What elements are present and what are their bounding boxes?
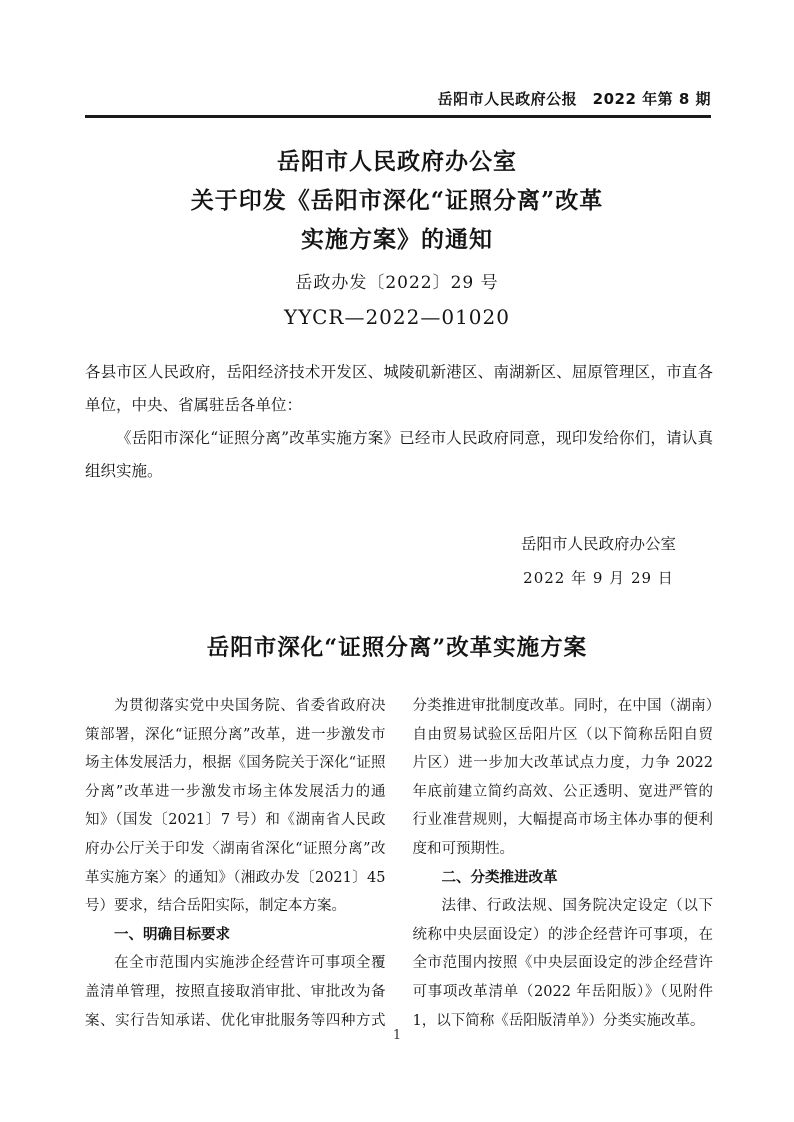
- gazette-running-head: 岳阳市人民政府公报 2022 年第 8 期: [85, 88, 711, 118]
- signature-block: [521, 527, 676, 595]
- notice-paragraph: 《岳阳市深化“证照分离”改革实施方案》已经市人民政府同意，现印发给你们，请认真组织实施。: [85, 429, 713, 480]
- plan-intro-paragraph: 为贯彻落实党中央国务院、省委省政府决策部署，深化“证照分离”改革，进一步激发市场主体发展活力，根据《国务院关于深化“证照分离”改革进一步激发市场主体发展活力的通知》（国发〔2021〕7 号）和《湖南省人民政府办公厅关于印发〈湖南省深化“证照分离”改革实施方案〉的通知》（湘政办发〔2021〕45 号）要求，结合岳阳实际，制定本方案。: [85, 698, 386, 915]
- page-number: 1: [392, 1028, 402, 1043]
- issuer-name: 岳阳市人民政府办公室: [520, 535, 676, 553]
- document-title: [0, 142, 794, 259]
- plan-title: 岳阳市深化“证照分离”改革实施方案: [206, 635, 588, 661]
- document-title-line-2: 关于印发《岳阳市深化“证照分离”改革: [190, 187, 604, 214]
- plan-section-1-paragraph: 在全市范围内实施涉企经营许可事项全覆盖清单管理，按照直接取消审批、审批改为备案、实行告知承诺、优化审批服务等四种方式分类推进审批制度改革。同时，在中国（湖南）自由贸易试验区岳阳片区（以下简称岳阳自贸片区）进一步加大改革试点力度，力争 2022 年底前建立简约高效、公正透明、宽进严管的行业准营规则，大幅提高市场主体办事的便利度和可预期性。: [85, 698, 713, 1029]
- issue-date: 2022 年 9 月 29 日: [523, 569, 674, 587]
- plan-section-2-paragraph: 法律、行政法规、国务院决定设定（以下统称中央层面设定）的涉企经营许可事项，在全市范围内按照《中央层面设定的涉企经营许可事项改革清单（2022 年岳阳版）》（见附件 1，以下简称《岳阳版清单》）分类实施改革。: [412, 898, 713, 1029]
- plan-section-1-heading: 一、明确目标要求: [114, 926, 230, 943]
- document-title-line-1: 岳阳市人民政府办公室: [277, 148, 517, 175]
- document-code: YYCR—2022—01020: [284, 305, 510, 329]
- plan-body-columns: [85, 692, 713, 1038]
- letter-body: [85, 356, 713, 488]
- plan-section-2-heading: 二、分类推进改革: [441, 869, 558, 886]
- addressee-line: 各县市区人民政府，岳阳经济技术开发区、城陵矶新港区、南湖新区、屈原管理区，市直各单位，中央、省属驻岳各单位：: [85, 363, 713, 414]
- document-number: 岳政办发〔2022〕29 号: [295, 273, 499, 293]
- document-title-line-3: 实施方案》的通知: [301, 226, 493, 253]
